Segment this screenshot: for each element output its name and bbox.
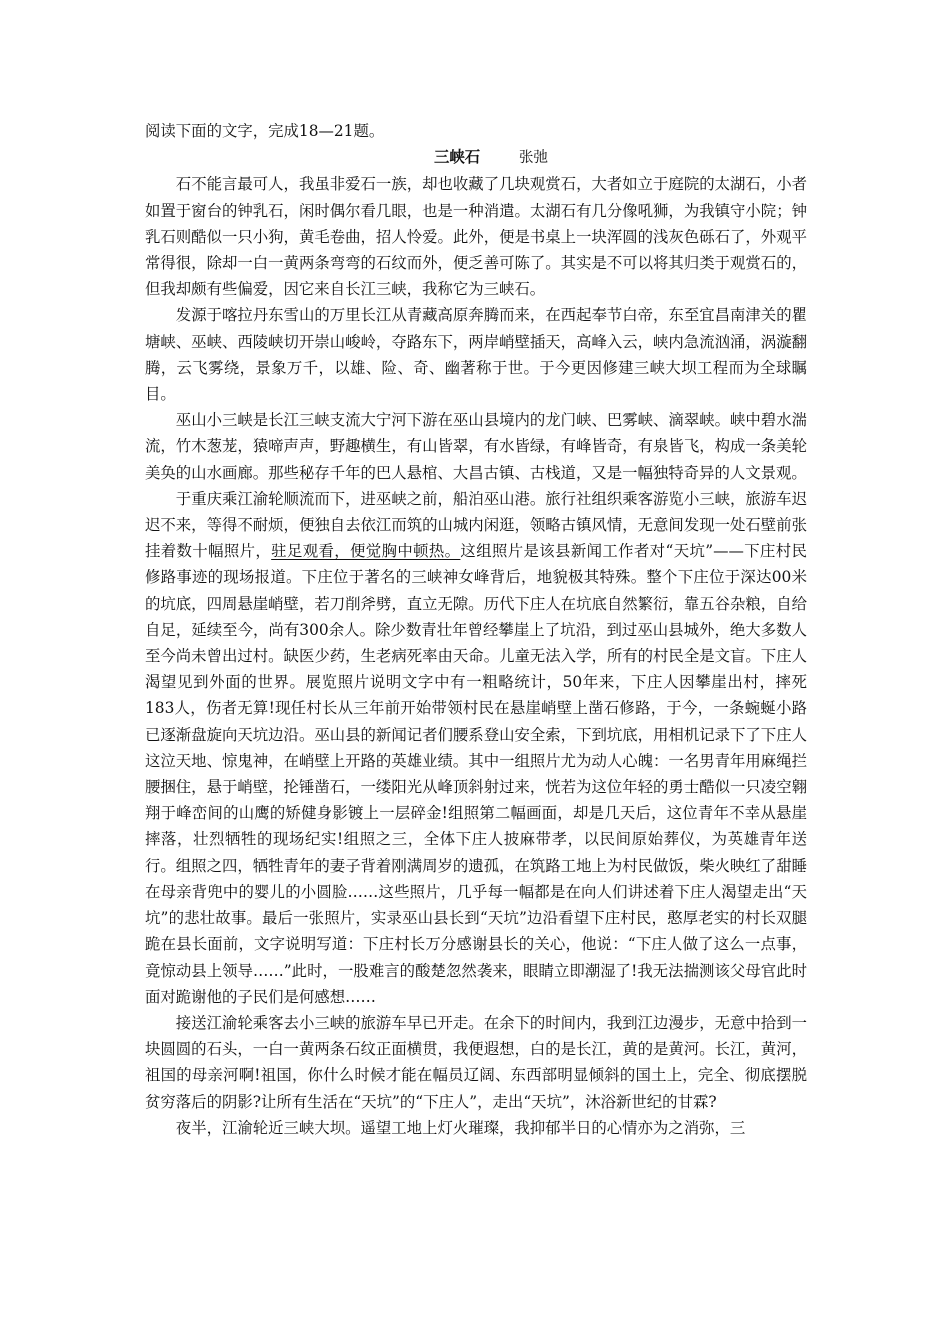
paragraph-6: 夜半，江渝轮近三峡大坝。遥望工地上灯火璀璨，我抑郁半日的心情亦为之消弥，三: [175, 1118, 746, 1137]
article-heading: [145, 144, 807, 171]
paragraph-2: 发源于喀拉丹东雪山的万里长江从青藏高原奔腾而来，在西起奉节白帝，东至宜昌南津关的瞿塘峡、巫峡、西陵峡切开崇山峻岭，夺路东下，两岸峭壁插天，高峰入云，峡内急流汹涌，涡漩翻腾，云飞雾绕，景象万千，以雄、险、奇、幽著称于世。于今更因修建三峡大坝工程而为全球瞩目。: [145, 306, 807, 404]
question-intro: 阅读下面的文字，完成18—21题。: [145, 122, 385, 140]
article-title: 三峡石: [433, 148, 481, 167]
paragraph-4-text-after: 这组照片是该县新闻工作者对“天坑”——下庄村民修路事迹的现场报道。下庄位于著名的三峡神女峰背后，地貌极其特殊。整个下庄位于深达00米的坑底，四周悬崖峭壁，若刀削斧劈，直立无隙。历代下庄人在坑底自然繁衍，靠五谷杂粮，自给自足，延续至今，尚有300余人。除少数青壮年曾经攀崖上了坑沿，到过巫山县城外，绝大多数人至今尚未曾出过村。缺医少药，生老病死率由天命。儿童无法入学，所有的村民全是文盲。下庄人渴望见到外面的世界。展览照片说明文字中有一粗略统计，50年来，下庄人因攀崖出村，摔死183人，伤者无算!现任村长从三年前开始带领村民在悬崖峭壁上凿石修路，于今，一条蜿蜒小路已逐渐盘旋向天坑边沿。巫山县的新闻记者们腰系登山安全索，下到坑底，用相机记录下了下庄人这泣天地、惊鬼神，在峭壁上开路的英雄业绩。其中一组照片尤为动人心魄：一名男青年用麻绳拦腰捆住，悬于峭壁，抡锤凿石，一缕阳光从峰顶斜射过来，恍若为这位年轻的勇士酷似一只凌空翱翔于峰峦间的山鹰的矫健身影镀上一层碎金!组照第二幅画面，却是几天后，这位青年不幸从悬崖摔落，壮烈牺牲的现场纪实!组照之三，全体下庄人披麻带孝，以民间原始葬仪，为英雄青年送行。组照之四，牺牲青年的妻子背着刚满周岁的遗孤，在筑路工地上为村民做饭，柴火映红了甜睡在母亲背兜中的婴儿的小圆脸……这些照片，几乎每一幅都是在向人们讲述着下庄人渴望走出“天坑”的悲壮故事。最后一张照片，实录巫山县长到“天坑”边沿看望下庄村民，憨厚老实的村长双腿跪在县长面前，文字说明写道：下庄村长万分感谢县长的关心，他说：“下庄人做了这么一点事，竟惊动县上领导……”此时，一股难言的酸楚忽然袭来，眼睛立即潮湿了!我无法揣测该父母官此时面对跪谢他的子民们是何感想……: [145, 542, 807, 1006]
article-author: 张弛: [519, 150, 549, 167]
paragraph-5: 接送江渝轮乘客去小三峡的旅游车早已开走。在余下的时间内，我到江边漫步，无意中拾到一块圆圆的石头，一白一黄两条石纹正面横贯，我便遐想，白的是长江，黄的是黄河。长江，黄河，祖国的母亲河啊!祖国，你什么时候才能在幅员辽阔、东西部明显倾斜的国土上，完全、彻底摆脱贫穷落后的阴影?让所有生活在“天坑”的“下庄人”，走出“天坑”，沐浴新世纪的甘霖?: [145, 1013, 807, 1111]
paragraph-4: [145, 486, 807, 1010]
document-page: [145, 118, 807, 1141]
paragraph-3: 巫山小三峡是长江三峡支流大宁河下游在巫山县境内的龙门峡、巴雾峡、滴翠峡。峡中碧水湍流，竹木葱茏，猿啼声声，野趣横生，有山皆翠，有水皆绿，有峰皆奇，有泉皆飞，构成一条美轮美奂的山水画廊。那些秘存千年的巴人悬棺、大昌古镇、古栈道，又是一幅独特奇异的人文景观。: [145, 411, 807, 482]
paragraph-4-text-before: 于重庆乘江渝轮顺流而下，进巫峡之前，船泊巫山港。旅行社组织乘客游览小三峡，旅游车迟迟不来，等得不耐烦，便独自去依江而筑的山城内闲逛，领略古镇风情，无意间发现一处石壁前张挂着数十幅照片，: [145, 489, 807, 561]
underlined-sentence: 驻足观看，便觉胸中顿热。: [271, 542, 461, 561]
paragraph-1: 石不能言最可人，我虽非爱石一族，却也收藏了几块观赏石，大者如立于庭院的太湖石，小者如置于窗台的钟乳石，闲时偶尔看几眼，也是一种消遣。太湖石有几分像吼狮，为我镇守小院；钟乳石则酷似一只小狗，黄毛卷曲，招人怜爱。此外，便是书桌上一块浑圆的浅灰色砾石了，外观平常得很，除却一白一黄两条弯弯的石纹而外，便乏善可陈了。其实是不可以将其归类于观赏石的，但我却颇有些偏爱，因它来自长江三峡，我称它为三峡石。: [145, 175, 807, 299]
